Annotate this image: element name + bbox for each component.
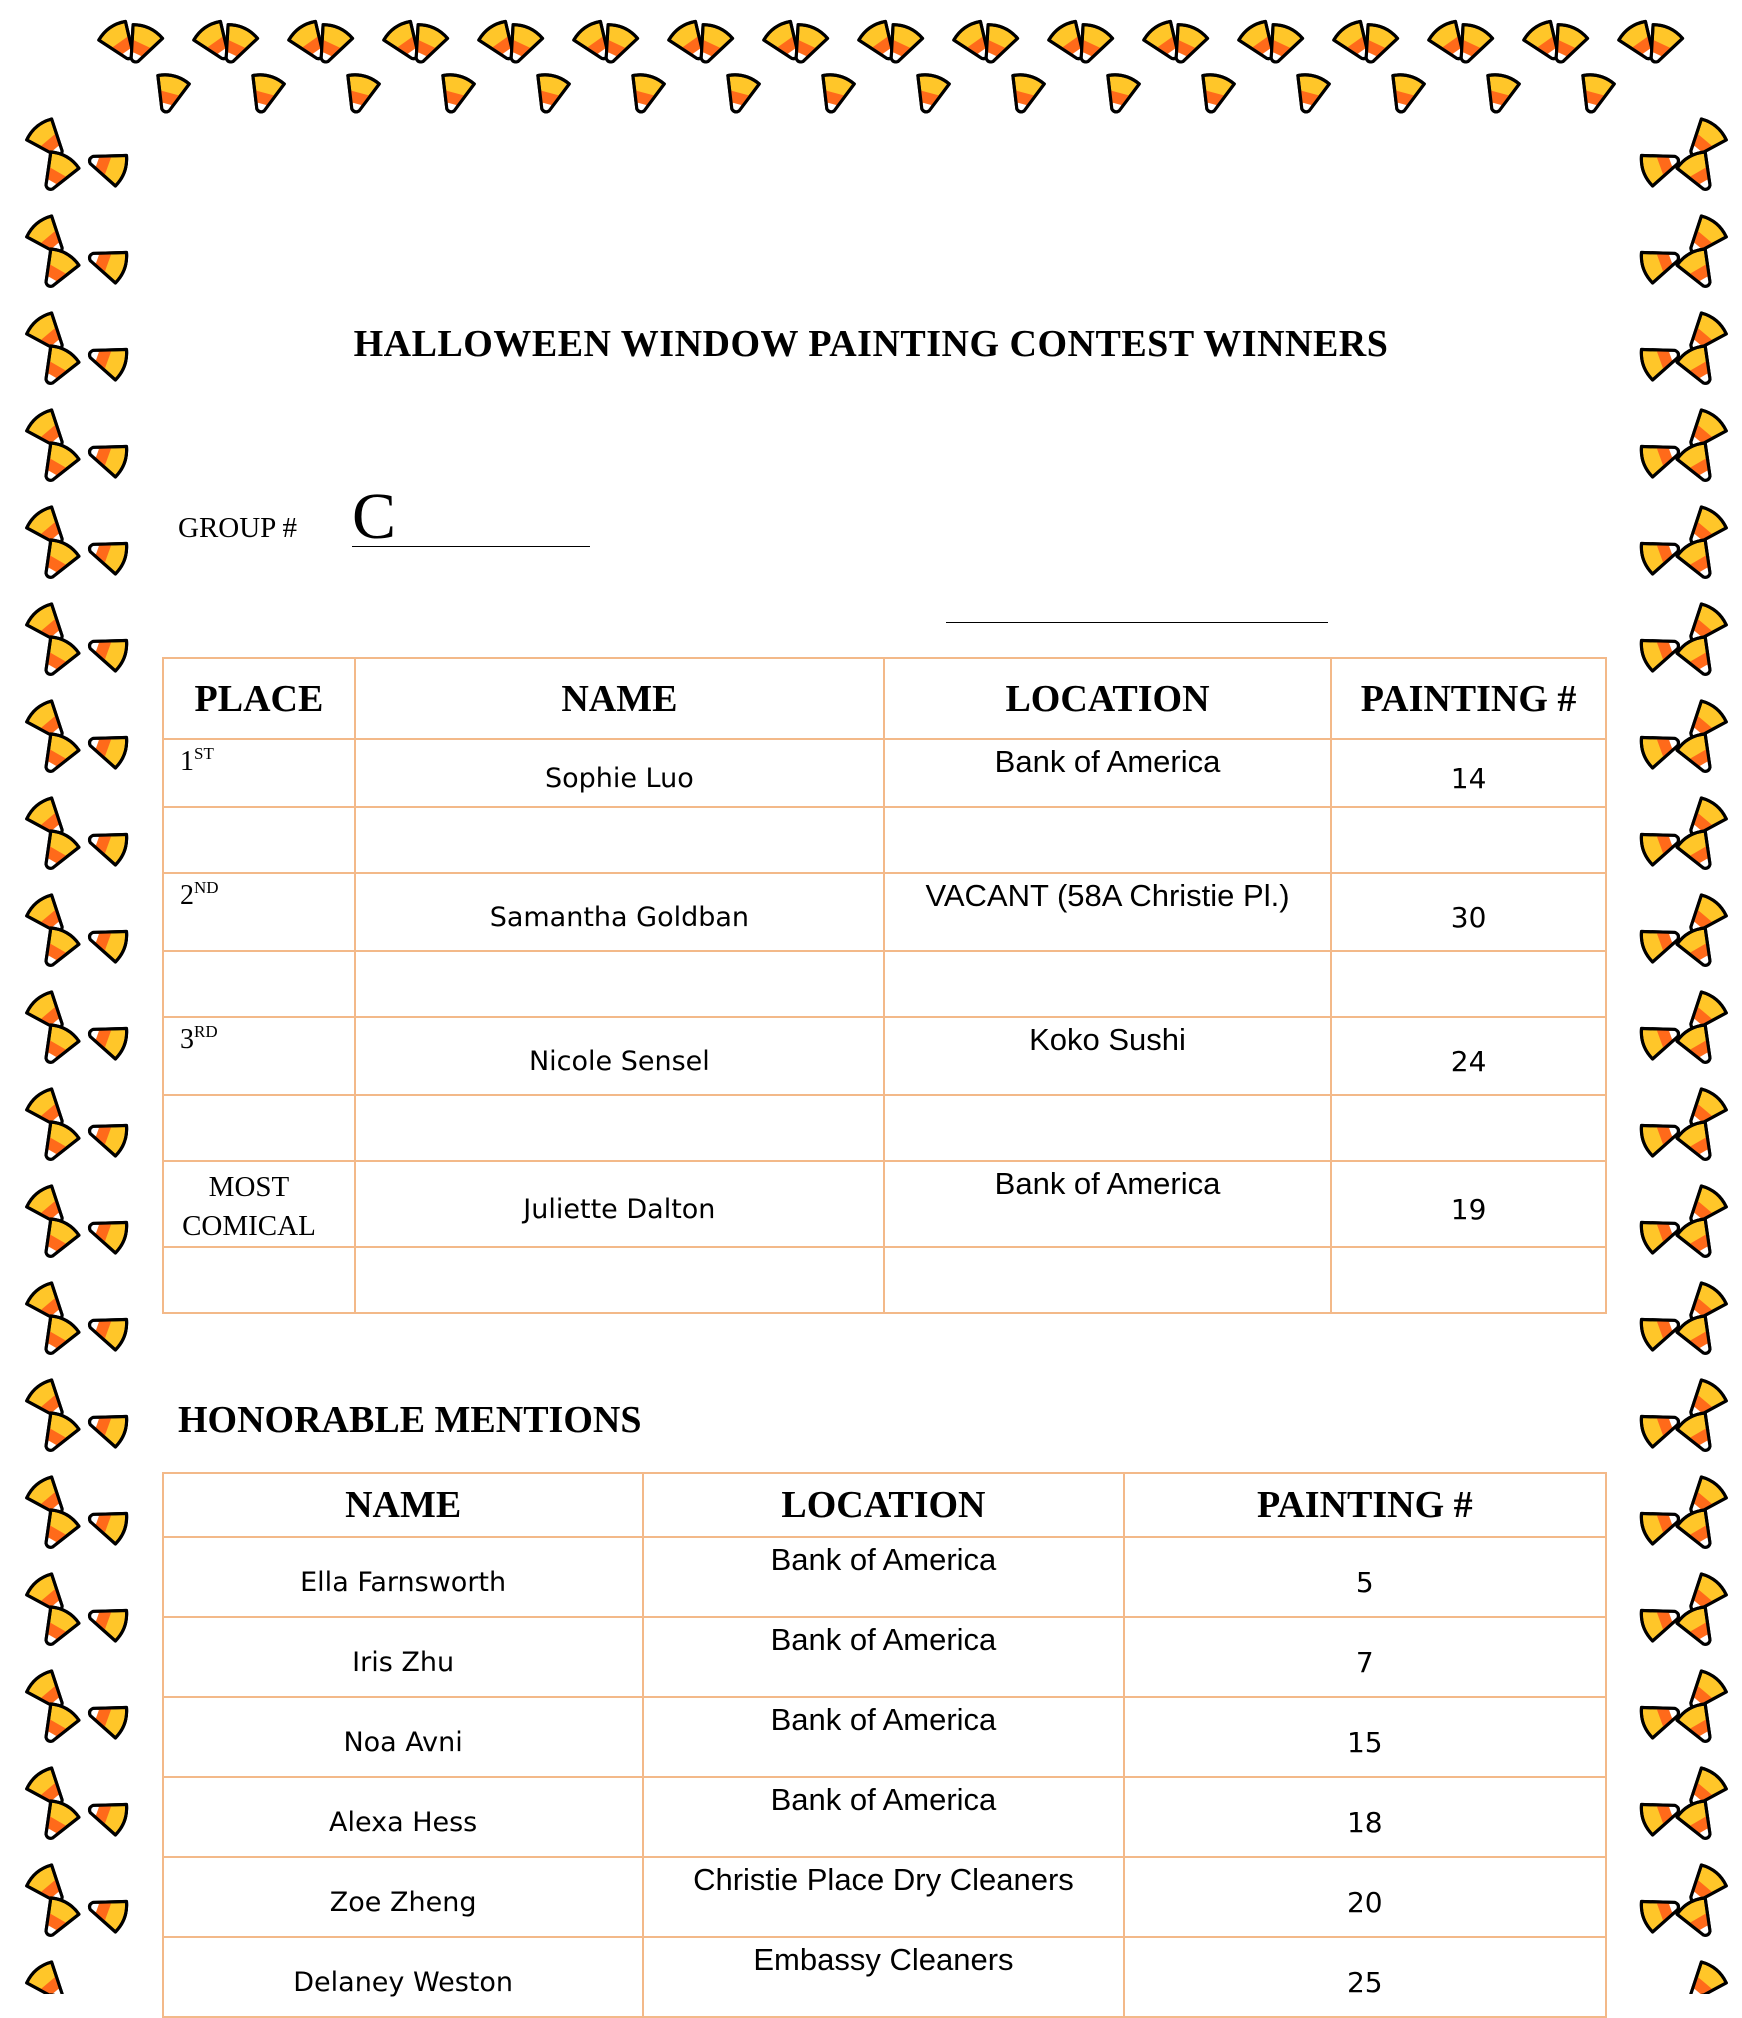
- candy-corn-icon: [84, 1017, 130, 1060]
- candy-corn-icon: [1638, 1793, 1684, 1836]
- name-cell: Alexa Hess: [163, 1777, 643, 1857]
- location-cell: Christie Place Dry Cleaners: [643, 1857, 1123, 1937]
- table-row: [163, 739, 1606, 807]
- candy-corn-icon: [1638, 1599, 1684, 1642]
- candy-corn-icon: [1638, 1308, 1684, 1351]
- name-cell: Juliette Dalton: [355, 1161, 884, 1247]
- painting-cell: 19: [1331, 1161, 1606, 1247]
- table-row: [163, 1937, 1606, 2017]
- candy-corn-icon: [1675, 440, 1722, 488]
- candy-corn-icon: [1675, 1119, 1722, 1167]
- candy-corn-icon: [84, 823, 130, 866]
- place-cell: [163, 1161, 355, 1247]
- candy-corn-icon: [34, 537, 81, 585]
- candy-corn-icon: [1638, 920, 1684, 963]
- place-cell: [163, 873, 355, 951]
- candy-corn-icon: [1675, 634, 1722, 682]
- candy-corn-icon: [84, 1405, 130, 1448]
- header-name: NAME: [163, 1473, 643, 1537]
- location-cell: Koko Sushi: [884, 1017, 1331, 1095]
- candy-corn-icon: [1675, 1313, 1722, 1361]
- candy-corn-icon: [814, 72, 855, 116]
- candy-corn-icon: [34, 246, 81, 294]
- candy-corn-icon: [34, 1604, 81, 1652]
- candy-corn-icon: [1675, 1410, 1722, 1458]
- candy-corn-icon: [84, 435, 130, 478]
- painting-cell: 5: [1124, 1537, 1606, 1617]
- table-row: [163, 1537, 1606, 1617]
- candy-corn-icon: [1638, 1987, 1684, 1994]
- candy-corn-icon: [84, 532, 130, 575]
- painting-cell: 15: [1124, 1697, 1606, 1777]
- candy-corn-icon: [1675, 246, 1722, 294]
- location-cell: Bank of America: [643, 1697, 1123, 1777]
- candy-corn-icon: [1675, 537, 1722, 585]
- painting-cell: 24: [1331, 1017, 1606, 1095]
- candy-corn-icon: [1574, 72, 1615, 116]
- candy-corn-icon: [34, 1410, 81, 1458]
- name-cell: Samantha Goldban: [355, 873, 884, 951]
- table-row: [163, 1617, 1606, 1697]
- candy-corn-icon: [909, 72, 950, 116]
- blank-row: [163, 1247, 1606, 1313]
- blank-signature-line: [946, 622, 1328, 623]
- candy-corn-icon: [24, 1959, 73, 1994]
- candy-corn-icon: [34, 1701, 81, 1749]
- candy-corn-icon: [1675, 731, 1722, 779]
- location-cell: Bank of America: [884, 739, 1331, 807]
- candy-corn-icon: [34, 634, 81, 682]
- candy-corn-icon: [1638, 241, 1684, 284]
- candy-corn-icon: [34, 731, 81, 779]
- blank-row: [163, 807, 1606, 873]
- location-cell: Bank of America: [643, 1537, 1123, 1617]
- header-painting: PAINTING #: [1331, 658, 1606, 739]
- candy-corn-icon: [529, 72, 570, 116]
- table-row: [163, 1777, 1606, 1857]
- painting-cell: 7: [1124, 1617, 1606, 1697]
- candy-corn-icon: [1675, 149, 1722, 197]
- location-cell: VACANT (58A Christie Pl.): [884, 873, 1331, 951]
- painting-cell: 25: [1124, 1937, 1606, 2017]
- candy-corn-icon: [84, 1793, 130, 1836]
- candy-corn-icon: [34, 440, 81, 488]
- candy-corn-icon: [1289, 72, 1330, 116]
- place-suffix: RD: [194, 1022, 218, 1041]
- candy-corn-icon: [244, 72, 285, 116]
- candy-corn-icon: [1638, 1114, 1684, 1157]
- candy-corn-icon: [1384, 72, 1425, 116]
- painting-cell: 20: [1124, 1857, 1606, 1937]
- header-location: LOCATION: [643, 1473, 1123, 1537]
- table-row: [163, 1161, 1606, 1247]
- header-location: LOCATION: [884, 658, 1331, 739]
- group-underline: [352, 546, 590, 547]
- honorable-mentions-table: [162, 1472, 1607, 2018]
- candy-corn-icon: [1638, 1211, 1684, 1254]
- candy-corn-icon: [84, 241, 130, 284]
- candy-corn-icon: [84, 1114, 130, 1157]
- candy-corn-icon: [1638, 1017, 1684, 1060]
- candy-corn-icon: [84, 629, 130, 672]
- candy-corn-icon: [1479, 72, 1520, 116]
- place-number: 1: [180, 746, 194, 777]
- table-header-row: [163, 1473, 1606, 1537]
- candy-corn-icon: [34, 925, 81, 973]
- candy-corn-icon: [34, 1313, 81, 1361]
- candy-corn-icon: [1675, 1022, 1722, 1070]
- painting-cell: 30: [1331, 873, 1606, 951]
- candy-corn-icon: [1675, 1216, 1722, 1264]
- candy-corn-icon: [624, 72, 665, 116]
- group-value: C: [352, 480, 397, 553]
- candy-corn-icon: [149, 72, 190, 116]
- name-cell: Noa Avni: [163, 1697, 643, 1777]
- candy-corn-icon: [1675, 1798, 1722, 1846]
- candy-corn-icon: [339, 72, 380, 116]
- place-number: 3: [180, 1024, 194, 1055]
- candy-corn-icon: [84, 920, 130, 963]
- candy-corn-icon: [1675, 1701, 1722, 1749]
- candy-corn-icon: [34, 1119, 81, 1167]
- place-cell: [163, 739, 355, 807]
- name-cell: Iris Zhu: [163, 1617, 643, 1697]
- candy-corn-icon: [1638, 1405, 1684, 1448]
- candy-corn-icon: [34, 1022, 81, 1070]
- painting-cell: 14: [1331, 739, 1606, 807]
- candy-corn-icon: [34, 1895, 81, 1943]
- candy-corn-icon: [1099, 72, 1140, 116]
- candy-corn-icon: [1675, 1604, 1722, 1652]
- blank-row: [163, 951, 1606, 1017]
- candy-corn-icon: [34, 149, 81, 197]
- place-line-1: MOST: [208, 1171, 290, 1203]
- candy-corn-icon: [1638, 1696, 1684, 1739]
- place-cell: [163, 1017, 355, 1095]
- candy-corn-icon: [84, 726, 130, 769]
- candy-corn-icon: [84, 1211, 130, 1254]
- candy-corn-icon: [34, 1216, 81, 1264]
- candy-corn-icon: [1638, 1502, 1684, 1545]
- candy-corn-icon: [719, 72, 760, 116]
- honorable-mentions-title: HONORABLE MENTIONS: [178, 1399, 642, 1441]
- place-suffix: ST: [194, 744, 214, 763]
- header-name: NAME: [355, 658, 884, 739]
- candy-corn-icon: [84, 1890, 130, 1933]
- header-place: PLACE: [163, 658, 355, 739]
- table-row: [163, 873, 1606, 951]
- candy-corn-icon: [84, 1502, 130, 1545]
- group-label: GROUP #: [178, 512, 297, 544]
- table-row: [163, 1857, 1606, 1937]
- candy-corn-icon: [1675, 925, 1722, 973]
- candy-corn-icon: [1638, 532, 1684, 575]
- candy-corn-icon: [1638, 629, 1684, 672]
- name-cell: Zoe Zheng: [163, 1857, 643, 1937]
- name-cell: Ella Farnsworth: [163, 1537, 643, 1617]
- candy-corn-icon: [84, 1599, 130, 1642]
- candy-corn-icon: [1638, 435, 1684, 478]
- candy-corn-icon: [84, 1308, 130, 1351]
- name-cell: Sophie Luo: [355, 739, 884, 807]
- winners-table: [162, 657, 1607, 1314]
- candy-corn-icon: [1638, 1890, 1684, 1933]
- candy-corn-icon: [1004, 72, 1045, 116]
- candy-corn-icon: [434, 72, 475, 116]
- candy-corn-icon: [84, 1987, 130, 1994]
- candy-corn-icon: [1675, 828, 1722, 876]
- candy-corn-icon: [34, 1507, 81, 1555]
- candy-corn-icon: [1638, 726, 1684, 769]
- name-cell: Nicole Sensel: [355, 1017, 884, 1095]
- header-painting: PAINTING #: [1124, 1473, 1606, 1537]
- table-header-row: [163, 658, 1606, 739]
- candy-corn-icon: [84, 144, 130, 187]
- location-cell: Bank of America: [884, 1161, 1331, 1247]
- blank-row: [163, 1095, 1606, 1161]
- candy-corn-icon: [34, 828, 81, 876]
- candy-corn-icon: [1638, 144, 1684, 187]
- place-suffix: ND: [194, 878, 219, 897]
- table-row: [163, 1017, 1606, 1095]
- candy-corn-icon: [34, 1798, 81, 1846]
- place-number: 2: [180, 880, 194, 911]
- location-cell: Embassy Cleaners: [643, 1937, 1123, 2017]
- candy-corn-icon: [1675, 1507, 1722, 1555]
- page-title: HALLOWEEN WINDOW PAINTING CONTEST WINNERS: [353, 323, 1389, 365]
- candy-corn-icon: [84, 1696, 130, 1739]
- location-cell: Bank of America: [643, 1777, 1123, 1857]
- painting-cell: 18: [1124, 1777, 1606, 1857]
- candy-corn-icon: [1638, 823, 1684, 866]
- candy-corn-icon: [1675, 1895, 1722, 1943]
- place-line-2: COMICAL: [182, 1210, 316, 1242]
- name-cell: Delaney Weston: [163, 1937, 643, 2017]
- table-row: [163, 1697, 1606, 1777]
- candy-corn-icon: [1194, 72, 1235, 116]
- candy-corn-icon: [1680, 1959, 1729, 1994]
- location-cell: Bank of America: [643, 1617, 1123, 1697]
